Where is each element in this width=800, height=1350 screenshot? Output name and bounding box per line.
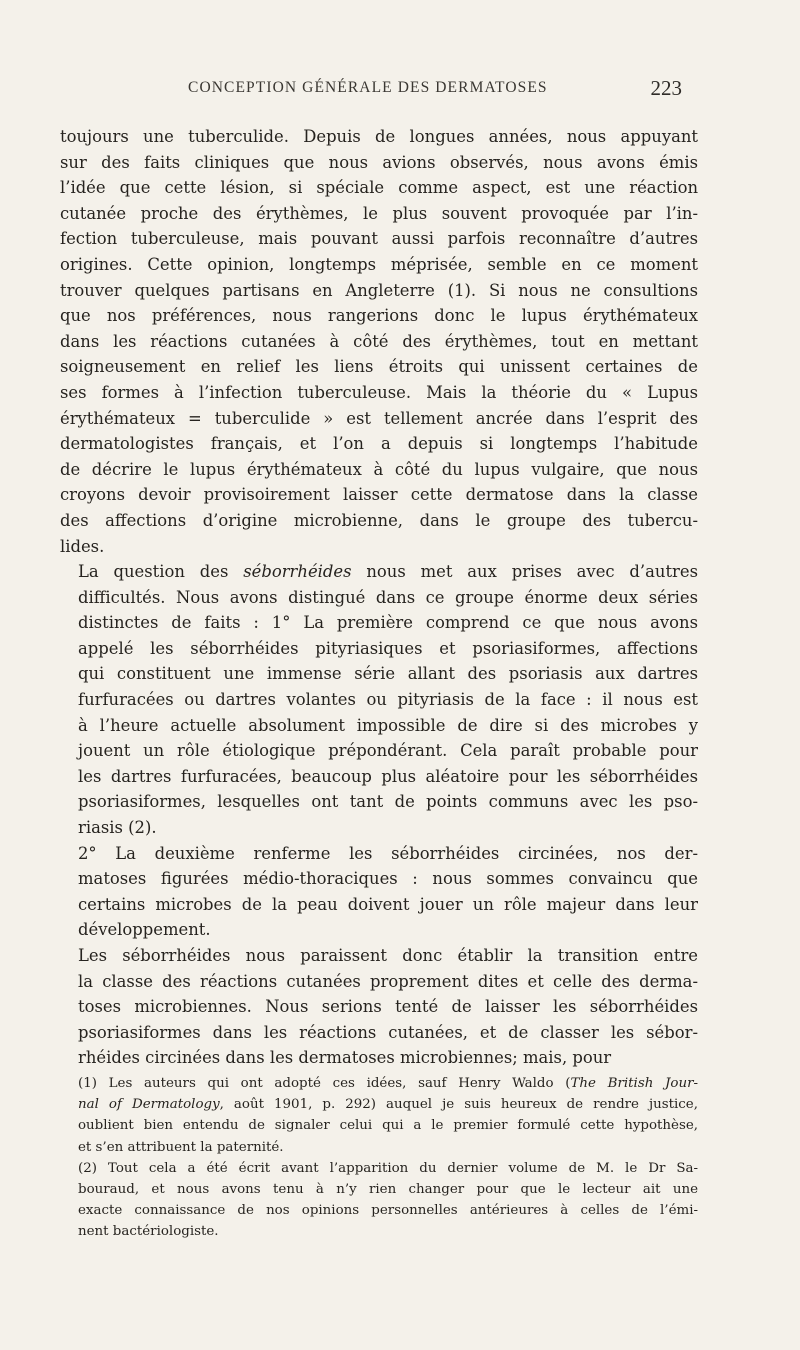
text-line: appelé les séborrhéides pityriasiques et psoriasiformes, affections [78,638,698,658]
paragraph-1 [60,124,698,559]
text-line: nal of Dermatology, août 1901, p. 292) auquel je suis heureux de rendre justice, [78,1097,698,1113]
running-head [60,76,682,102]
text-line: érythémateux = tuberculide » est tellement ancrée dans l’esprit des [60,408,698,428]
text-line: La question des séborrhéides nous met aux prises avec d’autres [78,562,698,582]
text-line: dans les réactions cutanées à côté des érythèmes, tout en mettant [60,331,698,351]
text-line: furfuracées ou dartres volantes ou pityriasis de la face : il nous est [78,690,698,710]
text-line: trouver quelques partisans en Angleterre (1). Si nous ne consultions [60,280,698,300]
body-text [60,124,698,1071]
page-number: 223 [650,76,682,100]
paragraph-4 [60,943,698,1071]
text-line: distinctes de faits : 1° La première comprend ce que nous avons [78,613,698,633]
text-line: soigneusement en relief les liens étroits qui unissent certaines de [60,357,698,377]
text-line: l’idée que cette lésion, si spéciale comme aspect, est une réaction [60,178,698,198]
text-line: bouraud, et nous avons tenu à n’y rien changer pour que le lecteur ait une [78,1182,698,1198]
text-line: les dartres furfuracées, beaucoup plus aléatoire pour les séborrhéides [78,766,698,786]
text-line: difficultés. Nous avons distingué dans ce groupe énorme deux séries [78,587,698,607]
text-line: développement. [78,920,211,940]
text-line: des affections d’origine microbienne, dans le groupe des tubercu- [60,510,698,530]
text-line: dermatologistes français, et l’on a depuis si longtemps l’habitude [60,434,698,454]
text-line: rhéides circinées dans les dermatoses microbiennes; mais, pour [78,1048,612,1068]
text-line: (2) Tout cela a été écrit avant l’apparition du dernier volume de M. le Dr Sa- [78,1160,698,1176]
text-line: de décrire le lupus érythémateux à côté du lupus vulgaire, que nous [60,459,698,479]
text-line: fection tuberculeuse, mais pouvant aussi parfois reconnaître d’autres [60,229,698,249]
footnote-1 [60,1073,698,1158]
text-line: riasis (2). [78,818,157,838]
text-line: sur des faits cliniques que nous avions observés, nous avons émis [60,152,698,172]
text-line: qui constituent une immense série allant des psoriasis aux dartres [78,664,698,684]
text-line: certains microbes de la peau doivent jouer un rôle majeur dans leur [78,894,698,914]
text-line: matoses figurées médio-thoraciques : nous sommes convaincu que [78,869,698,889]
footnotes [60,1073,698,1243]
text-line: et s’en attribuent la paternité. [78,1139,284,1155]
text-line: cutanée proche des érythèmes, le plus souvent provoquée par l’in- [60,203,698,223]
paragraph-3 [60,841,698,943]
text-line: oublient bien entendu de signaler celui qui a le premier formulé cette hypothèse, [78,1118,698,1134]
text-line: psoriasiformes, lesquelles ont tant de points communs avec les pso- [78,792,698,812]
text-line: (1) Les auteurs qui ont adopté ces idées, sauf Henry Waldo (The British Jour- [78,1076,698,1091]
paragraph-2 [60,559,698,841]
text-line: Les séborrhéides nous paraissent donc établir la transition entre [78,946,698,965]
text-line: toses microbiennes. Nous serions tenté de laisser les séborrhéides [78,997,698,1017]
text-line: la classe des réactions cutanées proprement dites et celle des derma- [78,971,698,991]
text-line: à l’heure actuelle absolument impossible de dire si des microbes y [78,715,698,735]
running-title: CONCEPTION GÉNÉRALE DES DERMATOSES [188,79,548,96]
text-line: toujours une tuberculide. Depuis de longues années, nous appuyant [60,127,698,146]
text-line: nent bactériologiste. [78,1224,219,1240]
text-line: ses formes à l’infection tuberculeuse. Mais la théorie du « Lupus [60,382,698,402]
text-line: psoriasiformes dans les réactions cutanées, et de classer les sébor- [78,1022,698,1042]
text-line: jouent un rôle étiologique prépondérant. Cela paraît probable pour [78,741,698,761]
text-line: origines. Cette opinion, longtemps méprisée, semble en ce moment [60,254,698,274]
text-line: que nos préférences, nous rangerions donc le lupus érythémateux [60,306,698,326]
text-line: exacte connaissance de nos opinions personnelles antérieures à celles de l’émi- [78,1203,698,1219]
text-line: 2° La deuxième renferme les séborrhéides circinées, nos der- [78,843,698,863]
text-line: lides. [60,536,105,556]
text-line: croyons devoir provisoirement laisser cette dermatose dans la classe [60,485,698,505]
footnote-2 [60,1158,698,1243]
